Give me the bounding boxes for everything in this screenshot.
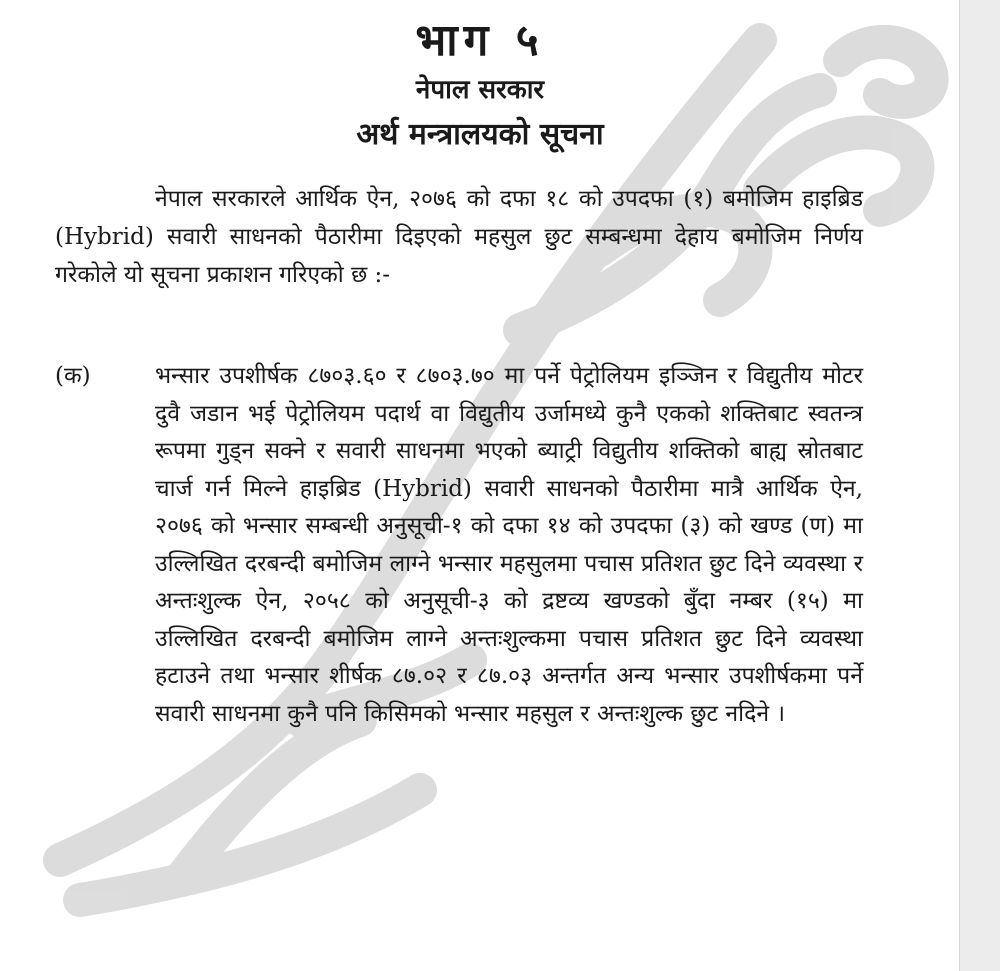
government-title: नेपाल सरकार [415,75,545,105]
intro-paragraph: नेपाल सरकारले आर्थिक ऐन, २०७६ को दफा १८ को उपदफा (१) बमोजिम हाइब्रिड (Hybrid) सवारी साधनको पैठारीमा दिइएको महसुल छुट सम्बन्धमा देहाय बमोजिम निर्णय गरेकोले यो सूचना प्रकाशन गरिएको छ :- [55,186,863,288]
part-title: भाग ५ [415,15,545,66]
page-edge [959,0,1000,971]
item-text: भन्सार उपशीर्षक ८७०३.६० र ८७०३.७० मा पर्ने पेट्रोलियम इञ्जिन र विद्युतीय मोटर दुवै जडान भई पेट्रोलियम पदार्थ वा विद्युतीय उर्जामध्ये कुनै एकको शक्तिबाट स्वतन्त्र रूपमा गुड्न सक्ने र सवारी साधनमा भएको ब्याट्री विद्युतीय शक्तिको बाह्य स्रोतबाट चार्ज गर्न मिल्ने हाइब्रिड (Hybrid) सवारी साधनको पैठारीमा मात्रै आर्थिक ऐन, २०७६ को भन्सार सम्बन्धी अनुसूची-१ को दफा १४ को उपदफा (३) को खण्ड (ण) मा उल्लिखित दरबन्दी बमोजिम लाग्ने भन्सार महसुलमा पचास प्रतिशत छुट दिने व्यवस्था र अन्तःशुल्क ऐन, २०५८ को अनुसूची-३ को द्रष्टव्य खण्डको बुँदा नम्बर (१५) मा उल्लिखित दरबन्दी बमोजिम लाग्ने अन्तःशुल्कमा पचास प्रतिशत छुट दिने व्यवस्था हटाउने तथा भन्सार शीर्षक ८७.०२ र ८७.०३ अन्तर्गत अन्य भन्सार उपशीर्षकमा पर्ने सवारी साधनमा कुनै पनि किसिमको भन्सार महसुल र अन्तःशुल्क छुट नदिने । [155,363,863,727]
item-label: (क) [55,363,91,389]
notice-title: अर्थ मन्त्रालयको सूचना [356,117,604,152]
